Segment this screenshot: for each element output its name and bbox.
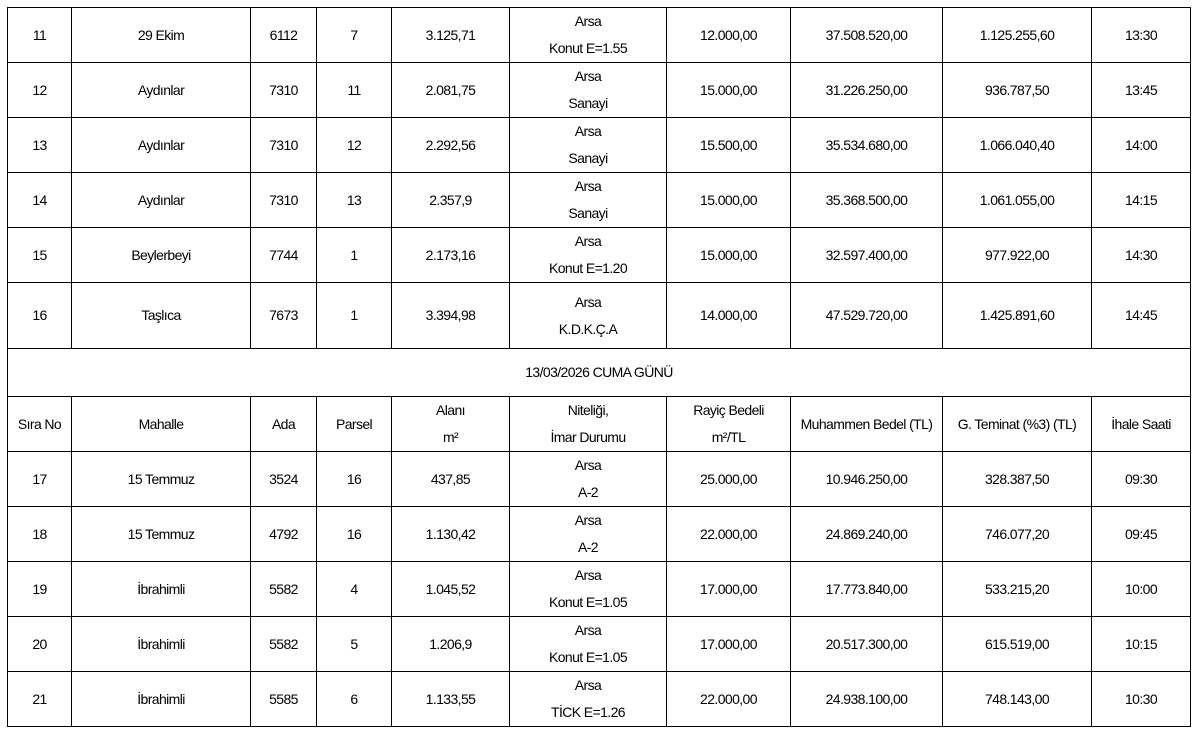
cell-ada: 7673 bbox=[251, 283, 317, 349]
header-rayic bbox=[667, 397, 791, 452]
cell-parsel: 4 bbox=[317, 562, 392, 617]
cell-rayic: 17.000,00 bbox=[667, 617, 791, 672]
header-parsel: Parsel bbox=[317, 397, 392, 452]
cell-sira: 14 bbox=[8, 173, 72, 228]
cell-muhammen: 47.529.720,00 bbox=[791, 283, 943, 349]
cell-rayic: 22.000,00 bbox=[667, 672, 791, 727]
cell-teminat: 1.425.891,60 bbox=[943, 283, 1092, 349]
cell-muhammen: 10.946.250,00 bbox=[791, 452, 943, 507]
cell-ada: 5582 bbox=[251, 562, 317, 617]
auction-table bbox=[7, 7, 1191, 727]
header-alan-line-2: m² bbox=[442, 429, 459, 445]
cell-nitelik bbox=[510, 228, 667, 283]
header-sira: Sıra No bbox=[8, 397, 72, 452]
cell-teminat: 328.387,50 bbox=[943, 452, 1092, 507]
cell-saat: 14:15 bbox=[1092, 173, 1191, 228]
header-rayic-line-2: m²/TL bbox=[711, 429, 746, 445]
cell-saat: 13:45 bbox=[1092, 63, 1191, 118]
cell-muhammen: 35.368.500,00 bbox=[791, 173, 943, 228]
cell-parsel: 13 bbox=[317, 173, 392, 228]
header-ada: Ada bbox=[251, 397, 317, 452]
nitelik-line-1: Arsa bbox=[574, 293, 602, 310]
nitelik-line-1: Arsa bbox=[574, 512, 602, 528]
cell-mahalle: İbrahimli bbox=[72, 562, 251, 617]
cell-saat: 10:30 bbox=[1092, 672, 1191, 727]
nitelik-line-1: Arsa bbox=[574, 622, 602, 638]
cell-ada: 7744 bbox=[251, 228, 317, 283]
cell-rayic: 15.000,00 bbox=[667, 63, 791, 118]
cell-ada: 5585 bbox=[251, 672, 317, 727]
cell-ada: 5582 bbox=[251, 617, 317, 672]
cell-parsel: 1 bbox=[317, 283, 392, 349]
cell-alan: 2.292,56 bbox=[392, 118, 510, 173]
cell-rayic: 15.500,00 bbox=[667, 118, 791, 173]
nitelik-line-2: Konut E=1.05 bbox=[548, 649, 628, 665]
cell-teminat: 1.125.255,60 bbox=[943, 8, 1092, 63]
table-row bbox=[8, 672, 1191, 727]
cell-alan: 1.045,52 bbox=[392, 562, 510, 617]
document-page bbox=[7, 7, 1191, 727]
nitelik-line-1: Arsa bbox=[574, 123, 602, 139]
cell-teminat: 746.077,20 bbox=[943, 507, 1092, 562]
cell-sira: 17 bbox=[8, 452, 72, 507]
cell-nitelik bbox=[510, 283, 667, 349]
cell-parsel: 1 bbox=[317, 228, 392, 283]
cell-rayic: 17.000,00 bbox=[667, 562, 791, 617]
cell-parsel: 16 bbox=[317, 507, 392, 562]
cell-sira: 12 bbox=[8, 63, 72, 118]
table-row bbox=[8, 173, 1191, 228]
cell-parsel: 6 bbox=[317, 672, 392, 727]
table-row bbox=[8, 118, 1191, 173]
cell-teminat: 748.143,00 bbox=[943, 672, 1092, 727]
cell-sira: 11 bbox=[8, 8, 72, 63]
cell-ada: 7310 bbox=[251, 173, 317, 228]
section-title: 13/03/2026 CUMA GÜNÜ bbox=[8, 349, 1191, 397]
table-row bbox=[8, 617, 1191, 672]
header-rayic-line-1: Rayiç Bedeli bbox=[693, 402, 764, 418]
nitelik-line-2: K.D.K.Ç.A bbox=[558, 320, 618, 337]
cell-parsel: 5 bbox=[317, 617, 392, 672]
cell-parsel: 12 bbox=[317, 118, 392, 173]
nitelik-line-2: TİCK E=1.26 bbox=[551, 704, 625, 720]
cell-mahalle: İbrahimli bbox=[72, 672, 251, 727]
cell-mahalle: Aydınlar bbox=[72, 118, 251, 173]
nitelik-line-1: Arsa bbox=[574, 677, 602, 693]
cell-muhammen: 24.869.240,00 bbox=[791, 507, 943, 562]
cell-ada: 6112 bbox=[251, 8, 317, 63]
cell-parsel: 11 bbox=[317, 63, 392, 118]
cell-saat: 10:15 bbox=[1092, 617, 1191, 672]
cell-alan: 1.133,55 bbox=[392, 672, 510, 727]
nitelik-line-1: Arsa bbox=[574, 457, 602, 473]
cell-nitelik bbox=[510, 507, 667, 562]
nitelik-line-1: Arsa bbox=[574, 13, 602, 29]
cell-saat: 09:30 bbox=[1092, 452, 1191, 507]
cell-sira: 21 bbox=[8, 672, 72, 727]
nitelik-line-2: Sanayi bbox=[568, 205, 608, 221]
cell-teminat: 1.061.055,00 bbox=[943, 173, 1092, 228]
cell-mahalle: 15 Temmuz bbox=[72, 452, 251, 507]
cell-ada: 4792 bbox=[251, 507, 317, 562]
cell-teminat: 615.519,00 bbox=[943, 617, 1092, 672]
nitelik-line-1: Arsa bbox=[574, 567, 602, 583]
table-row bbox=[8, 452, 1191, 507]
header-alan-line-1: Alanı bbox=[436, 402, 465, 418]
nitelik-line-2: Sanayi bbox=[568, 150, 608, 166]
nitelik-line-2: Konut E=1.05 bbox=[548, 594, 628, 610]
cell-nitelik bbox=[510, 672, 667, 727]
cell-nitelik bbox=[510, 617, 667, 672]
cell-mahalle: 29 Ekim bbox=[72, 8, 251, 63]
nitelik-line-1: Arsa bbox=[574, 68, 602, 84]
cell-alan: 3.125,71 bbox=[392, 8, 510, 63]
cell-mahalle: Aydınlar bbox=[72, 63, 251, 118]
cell-parsel: 7 bbox=[317, 8, 392, 63]
nitelik-line-2: Konut E=1.55 bbox=[548, 40, 628, 56]
cell-alan: 3.394,98 bbox=[392, 283, 510, 349]
cell-nitelik bbox=[510, 562, 667, 617]
cell-sira: 18 bbox=[8, 507, 72, 562]
cell-parsel: 16 bbox=[317, 452, 392, 507]
cell-alan: 1.130,42 bbox=[392, 507, 510, 562]
cell-nitelik bbox=[510, 8, 667, 63]
header-nitelik-line-2: İmar Durumu bbox=[550, 429, 626, 445]
cell-sira: 20 bbox=[8, 617, 72, 672]
cell-nitelik bbox=[510, 63, 667, 118]
cell-ada: 7310 bbox=[251, 118, 317, 173]
cell-sira: 13 bbox=[8, 118, 72, 173]
header-nitelik-line-1: Niteliği, bbox=[567, 402, 609, 418]
cell-nitelik bbox=[510, 118, 667, 173]
cell-rayic: 22.000,00 bbox=[667, 507, 791, 562]
cell-alan: 2.081,75 bbox=[392, 63, 510, 118]
cell-rayic: 15.000,00 bbox=[667, 228, 791, 283]
cell-saat: 13:30 bbox=[1092, 8, 1191, 63]
nitelik-line-1: Arsa bbox=[574, 178, 602, 194]
cell-saat: 10:00 bbox=[1092, 562, 1191, 617]
nitelik-line-2: Konut E=1.20 bbox=[548, 260, 628, 276]
cell-muhammen: 32.597.400,00 bbox=[791, 228, 943, 283]
cell-saat: 09:45 bbox=[1092, 507, 1191, 562]
cell-alan: 2.357,9 bbox=[392, 173, 510, 228]
cell-rayic: 25.000,00 bbox=[667, 452, 791, 507]
cell-saat: 14:00 bbox=[1092, 118, 1191, 173]
cell-mahalle: 15 Temmuz bbox=[72, 507, 251, 562]
header-mahalle: Mahalle bbox=[72, 397, 251, 452]
cell-muhammen: 35.534.680,00 bbox=[791, 118, 943, 173]
cell-mahalle: Taşlıca bbox=[72, 283, 251, 349]
cell-rayic: 12.000,00 bbox=[667, 8, 791, 63]
header-alan bbox=[392, 397, 510, 452]
cell-teminat: 533.215,20 bbox=[943, 562, 1092, 617]
cell-ada: 3524 bbox=[251, 452, 317, 507]
section-row bbox=[8, 349, 1191, 397]
cell-alan: 1.206,9 bbox=[392, 617, 510, 672]
header-saat: İhale Saati bbox=[1092, 397, 1191, 452]
table-row bbox=[8, 228, 1191, 283]
cell-teminat: 936.787,50 bbox=[943, 63, 1092, 118]
header-muhammen: Muhammen Bedel (TL) bbox=[791, 397, 943, 452]
cell-ada: 7310 bbox=[251, 63, 317, 118]
cell-muhammen: 24.938.100,00 bbox=[791, 672, 943, 727]
table-row bbox=[8, 507, 1191, 562]
cell-mahalle: Beylerbeyi bbox=[72, 228, 251, 283]
cell-sira: 19 bbox=[8, 562, 72, 617]
cell-saat: 14:30 bbox=[1092, 228, 1191, 283]
nitelik-line-1: Arsa bbox=[574, 233, 602, 249]
header-nitelik bbox=[510, 397, 667, 452]
cell-alan: 437,85 bbox=[392, 452, 510, 507]
cell-muhammen: 37.508.520,00 bbox=[791, 8, 943, 63]
cell-saat: 14:45 bbox=[1092, 283, 1191, 349]
cell-teminat: 1.066.040,40 bbox=[943, 118, 1092, 173]
cell-rayic: 14.000,00 bbox=[667, 283, 791, 349]
cell-rayic: 15.000,00 bbox=[667, 173, 791, 228]
cell-sira: 15 bbox=[8, 228, 72, 283]
cell-sira: 16 bbox=[8, 283, 72, 349]
cell-nitelik bbox=[510, 173, 667, 228]
cell-teminat: 977.922,00 bbox=[943, 228, 1092, 283]
table-row bbox=[8, 283, 1191, 349]
cell-nitelik bbox=[510, 452, 667, 507]
header-teminat: G. Teminat (%3) (TL) bbox=[943, 397, 1092, 452]
cell-alan: 2.173,16 bbox=[392, 228, 510, 283]
nitelik-line-2: Sanayi bbox=[568, 95, 608, 111]
cell-muhammen: 17.773.840,00 bbox=[791, 562, 943, 617]
cell-mahalle: Aydınlar bbox=[72, 173, 251, 228]
cell-muhammen: 20.517.300,00 bbox=[791, 617, 943, 672]
header-row bbox=[8, 397, 1191, 452]
nitelik-line-2: A-2 bbox=[578, 484, 598, 500]
table-row bbox=[8, 63, 1191, 118]
nitelik-line-2: A-2 bbox=[578, 539, 598, 555]
cell-muhammen: 31.226.250,00 bbox=[791, 63, 943, 118]
table-row bbox=[8, 562, 1191, 617]
cell-mahalle: İbrahimli bbox=[72, 617, 251, 672]
table-row bbox=[8, 8, 1191, 63]
